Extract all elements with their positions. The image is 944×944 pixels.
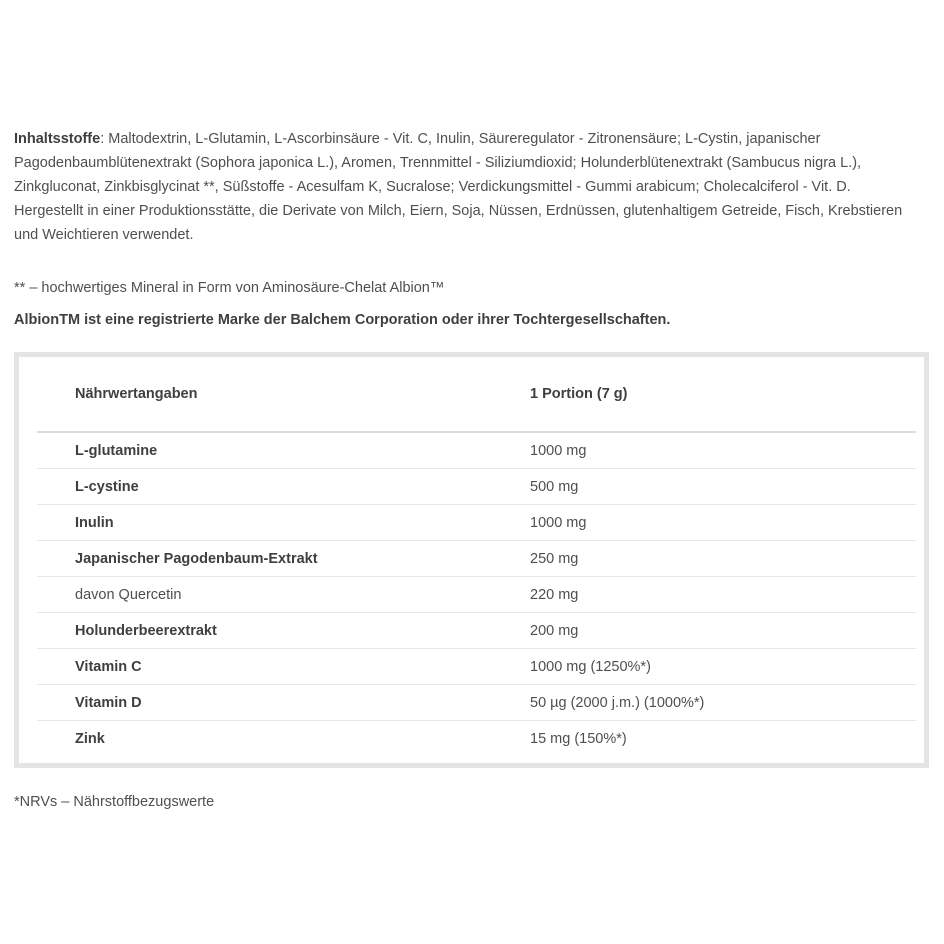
ingredients-text: : Maltodextrin, L-Glutamin, L-Ascorbinsäure - Vit. C, Inulin, Säureregulator - Zitronensäure; L-Cystin, japanischer Pagodenbaumblütenextrakt (Sophora japonica L.), Aromen, Trennmittel - Siliziumdioxid; Holunderblütenextrakt (Sambucus nigra L.), Zinkgluconat, Zinkbisglycinat **, Süßstoffe - Acesulfam K, Sucralose; Verdickungsmittel - Gummi arabicum; Cholecalciferol - Vit. D.: [14, 131, 862, 195]
nutrient-name: Inulin: [37, 505, 492, 541]
nutrient-name: L-glutamine: [37, 432, 492, 469]
mineral-note: ** – hochwertiges Mineral in Form von Aminosäure-Chelat Albion™: [14, 280, 445, 296]
table-row: [37, 541, 916, 577]
nutrient-name: Vitamin C: [37, 649, 492, 685]
nutrient-name: davon Quercetin: [37, 577, 492, 613]
ingredients-paragraph: [14, 127, 929, 199]
table-row: [37, 577, 916, 613]
nutrient-value: 15 mg (150%*): [530, 730, 627, 747]
table-row: [37, 432, 916, 469]
nutrient-value: 500 mg: [492, 469, 916, 505]
allergen-note: Hergestellt in einer Produktionsstätte, die Derivate von Milch, Eiern, Soja, Nüssen, Erdnüssen, glutenhaltigem Getreide, Fisch, Krebstieren und Weichtieren verwendet.: [14, 203, 903, 243]
nrv-footnote: *NRVs – Nährstoffbezugswerte: [14, 794, 215, 810]
nutrient-value: 200 mg: [492, 613, 916, 649]
nutrient-value: 1000 mg (1250%*): [492, 649, 916, 685]
table-row: [37, 721, 916, 757]
header-nutrient: Nährwertangaben: [37, 357, 492, 432]
nutrient-value: 1000 mg: [492, 505, 916, 541]
nutrient-name: Zink: [75, 730, 105, 747]
nutrient-value: 220 mg: [492, 577, 916, 613]
nutrient-name: Holunderbeerextrakt: [37, 613, 492, 649]
nutrient-value: 50 µg (2000 j.m.) (1000%*): [492, 685, 916, 721]
table-row: [37, 613, 916, 649]
nutrient-name: Vitamin D: [37, 685, 492, 721]
nutrient-name: Japanischer Pagodenbaum-Extrakt: [37, 541, 492, 577]
table-row: [37, 649, 916, 685]
nutrient-value: 250 mg: [492, 541, 916, 577]
ingredients-section: [14, 127, 929, 247]
trademark-note: AlbionTM ist eine registrierte Marke der Balchem Corporation oder ihrer Tochtergesellschaften.: [14, 312, 671, 328]
table-row: [37, 505, 916, 541]
table-header-row: [37, 357, 916, 432]
nutrition-table: [37, 357, 916, 756]
nutrient-value: 1000 mg: [492, 432, 916, 469]
nutrition-table-box: [14, 352, 929, 768]
ingredients-label: Inhaltsstoffe: [14, 131, 101, 147]
table-row: [37, 469, 916, 505]
nutrient-name: L-cystine: [37, 469, 492, 505]
header-portion: 1 Portion (7 g): [492, 357, 916, 432]
table-row: [37, 685, 916, 721]
